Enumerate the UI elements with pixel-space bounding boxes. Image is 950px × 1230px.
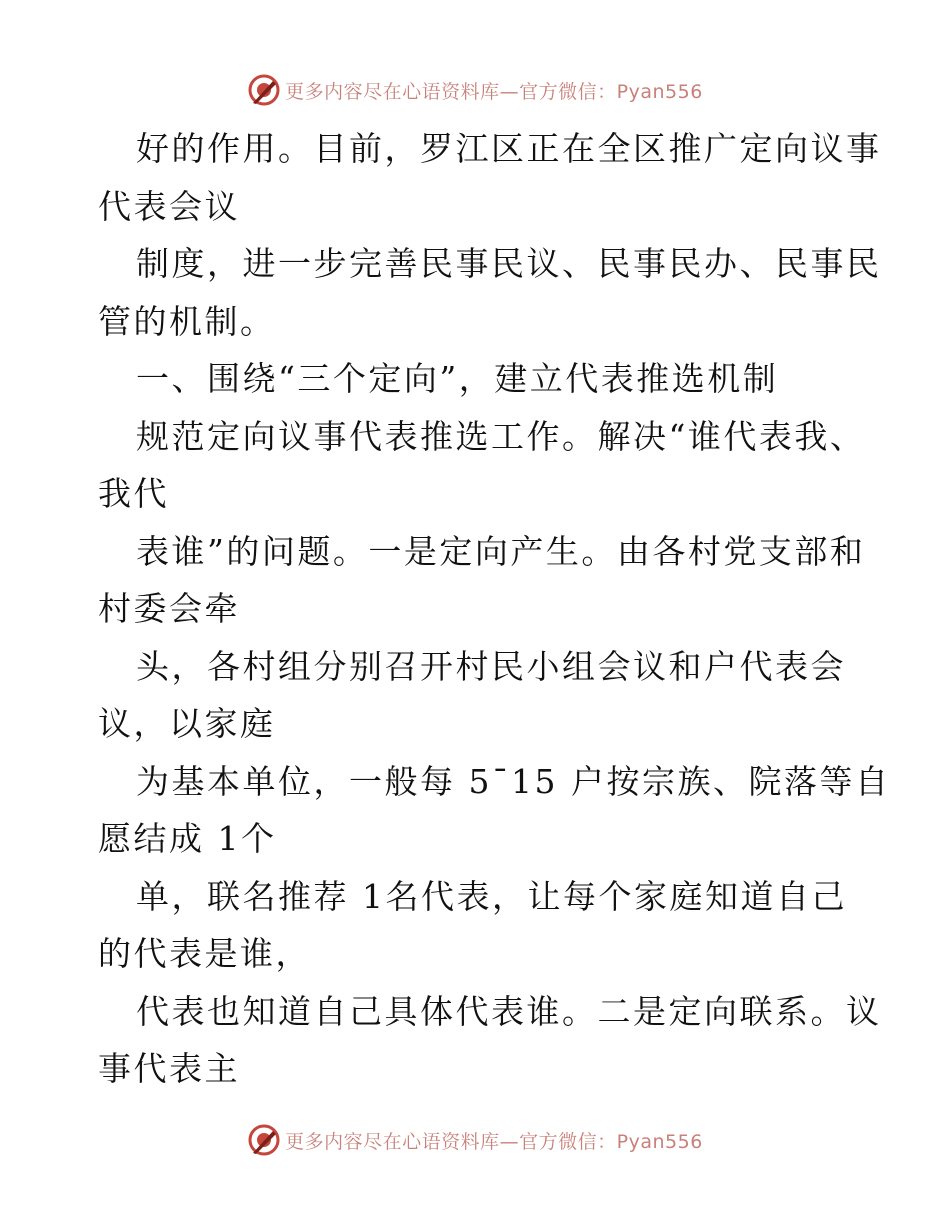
quill-seal-icon (247, 73, 281, 107)
paragraph-line: 单，联名推荐 1名代表，让每个家庭知道自己 (136, 876, 847, 916)
paragraph-line: 为基本单位，一般每 5¯15 户按宗族、院落等自 (136, 761, 891, 801)
document-body (98, 120, 891, 1098)
footer-watermark-banner (0, 1120, 950, 1160)
quill-seal-icon (247, 1123, 281, 1157)
paragraph (98, 120, 882, 235)
paragraph-line: 规范定向议事代表推选工作。解决“谁代表我、 (136, 416, 866, 456)
header-watermark-banner (0, 70, 950, 110)
paragraph-line: 一、围绕“三个定向”，建立代表推选机制 (136, 359, 779, 398)
paragraph-line: 愿结成 1个 (98, 819, 277, 858)
paragraph-line: 我代 (98, 474, 169, 513)
paragraph-line: 代表也知道自己具体代表谁。二是定向联系。议 (136, 991, 882, 1031)
paragraph-line: 的代表是谁， (98, 934, 311, 973)
paragraph (98, 638, 858, 753)
section-heading (98, 350, 858, 408)
header-banner-text: 更多内容尽在心语资料库—官方微信：Pyan556 (285, 80, 703, 103)
paragraph (98, 523, 866, 638)
paragraph-line: 议，以家庭 (98, 704, 276, 743)
paragraph-line: 代表会议 (98, 186, 240, 226)
paragraph (98, 235, 882, 350)
paragraph (98, 868, 858, 983)
paragraph-line: 好的作用。目前，罗江区正在全区推广定向议事 (136, 129, 882, 168)
footer-banner-text: 更多内容尽在心语资料库—官方微信：Pyan556 (285, 1130, 703, 1153)
paragraph (98, 408, 866, 523)
paragraph-line: 制度，进一步完善民事民议、民事民办、民事民 (136, 244, 882, 283)
paragraph-line: 事代表主 (98, 1049, 240, 1088)
paragraph-line: 表谁”的问题。一是定向产生。由各村党支部和 (136, 531, 866, 571)
paragraph (98, 753, 891, 868)
paragraph-line: 村委会牵 (98, 589, 240, 628)
paragraph (98, 983, 882, 1098)
paragraph-line: 管的机制。 (98, 301, 276, 341)
paragraph-line: 头，各村组分别召开村民小组会议和户代表会 (136, 646, 846, 686)
